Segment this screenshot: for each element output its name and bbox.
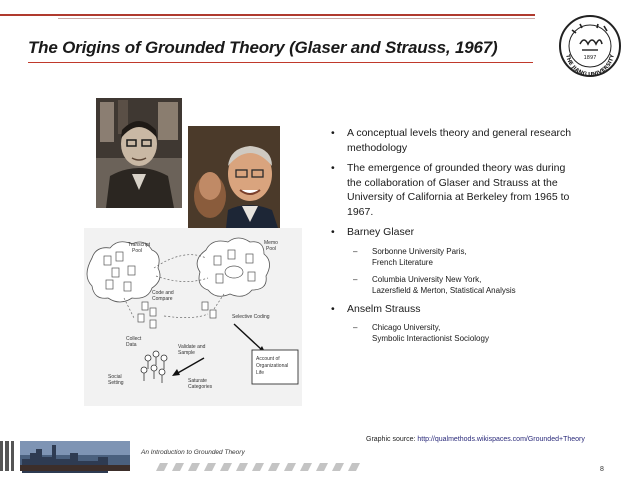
svg-text:Pool: Pool — [132, 248, 143, 254]
svg-text:Account of: Account of — [256, 356, 280, 362]
bullet-item: • Anselm Strauss – Chicago University, Symbolic Interactionist Sociology — [331, 302, 581, 345]
graphic-source: Graphic source: http://qualmethods.wikispaces.com/Grounded+Theory — [366, 436, 585, 443]
page-number: 8 — [600, 466, 604, 473]
svg-text:Transcript: Transcript — [128, 242, 151, 248]
photo-anselm-strauss — [188, 126, 280, 228]
transcript-pool-cloud — [87, 242, 160, 302]
svg-text:Code and: Code and — [152, 290, 174, 296]
bullet-item: • The emergence of grounded theory was during the collaboration of Glaser and Strauss at the University of California at Berkeley from 1965 to 1967. — [331, 161, 581, 219]
grounded-theory-diagram — [84, 228, 302, 406]
svg-text:Organizational: Organizational — [256, 363, 289, 369]
svg-text:Collect: Collect — [126, 336, 142, 342]
photo-barney-glaser — [96, 98, 182, 208]
bullet-item: • Barney Glaser – Sorbonne University Paris, French Literature – Columbia University New York, Lazersfield & Merton, Statistical Analysis — [331, 225, 581, 296]
svg-text:Categories: Categories — [188, 384, 213, 390]
svg-text:Saturate: Saturate — [188, 378, 207, 384]
svg-text:Memo: Memo — [264, 240, 278, 246]
sub-list — [347, 246, 581, 296]
bullet-item: • A conceptual levels theory and general research methodology — [331, 126, 581, 155]
svg-text:1897: 1897 — [583, 55, 597, 61]
sub-item: – Chicago University, Symbolic Interactionist Sociology — [347, 322, 581, 344]
svg-text:Validate and: Validate and — [178, 344, 206, 350]
svg-text:Social: Social — [108, 374, 122, 380]
svg-text:Compare: Compare — [152, 296, 173, 302]
footer-course-title: An Introduction to Grounded Theory — [141, 449, 245, 456]
source-link[interactable]: http://qualmethods.wikispaces.com/Grounded+Theory — [417, 436, 585, 443]
sub-item: – Columbia University New York, Lazersfield & Merton, Statistical Analysis — [347, 274, 581, 296]
title-underline — [28, 62, 533, 63]
svg-text:THE JIANG UNIVERSITY: THE JIANG UNIVERSITY — [564, 53, 616, 78]
svg-text:Selective Coding: Selective Coding — [232, 314, 270, 320]
svg-text:Pool: Pool — [266, 246, 277, 252]
slide-title: The Origins of Grounded Theory (Glaser and Strauss, 1967) — [28, 38, 498, 57]
svg-text:Sample: Sample — [178, 350, 195, 356]
top-rule-thin — [58, 18, 535, 19]
svg-text:Setting: Setting — [108, 380, 124, 386]
sub-list — [347, 322, 581, 344]
svg-text:Life: Life — [256, 370, 265, 376]
top-rule — [0, 14, 535, 16]
university-seal-logo — [558, 14, 622, 78]
bullet-list — [331, 126, 581, 350]
sub-item: – Sorbonne University Paris, French Literature — [347, 246, 581, 268]
svg-text:Data: Data — [126, 342, 137, 348]
footer-decoration — [0, 437, 638, 473]
